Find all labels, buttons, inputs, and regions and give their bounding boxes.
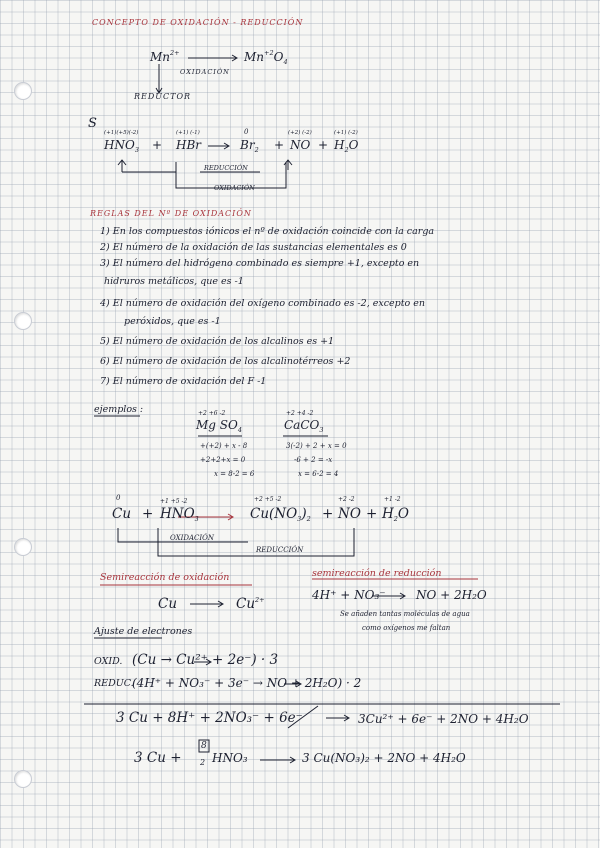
eq2-ox-hno3: +1 +5 -2 (160, 498, 188, 505)
semi-ox-right (236, 596, 265, 612)
ex1-left-symbol: Mn (150, 50, 171, 64)
eq1-ox-br2: 0 (244, 128, 249, 136)
eq1-ox-hno3: (+1)(+5)(-2) (104, 130, 139, 136)
eq1-ox-no: (+2) (-2) (288, 130, 312, 136)
semi-note: Se añaden tantas moléculas de agua (340, 610, 470, 618)
ex1-left (150, 50, 180, 64)
mgso4-sub: 4 (237, 426, 242, 434)
eq2-plus-1: + (142, 506, 154, 522)
eq2-cuno-sub2: 2 (306, 515, 311, 523)
eq1-h2o-sub: 2 (344, 146, 349, 154)
caco3-text: CaCO (284, 418, 320, 432)
eq1-hno3-text: HNO (104, 138, 135, 152)
eq2-ox-h2o: +1 -2 (384, 496, 401, 503)
eq1-label-oxidacion: OXIDACIÓN (214, 184, 255, 192)
last-hno3: HNO₃ (212, 751, 248, 765)
sum-left: 3 Cu + 8H⁺ + 2NO₃⁻ + 6e⁻ (116, 710, 303, 726)
rule-line: 1) En los compuestos iónicos el nº de oxidación coincide con la carga (100, 226, 435, 237)
eq2-plus-2: + (322, 506, 334, 522)
mgso4-calc: +(+2) + x - 8 (200, 442, 248, 450)
caco3 (284, 418, 324, 432)
eq2-h2o-o: O (397, 506, 409, 522)
semi-ox-right-sup: 2+ (255, 596, 265, 604)
ex1-right-symbol: Mn (244, 50, 265, 64)
eq2-ox-no: +2 -2 (338, 496, 355, 503)
caco3-calc: 3(-2) + 2 + x = 0 (286, 442, 347, 450)
semi-ox-right-text: Cu (236, 596, 256, 612)
examples-label: ejemplos : (94, 404, 144, 415)
eq2-h2o-h: H (382, 506, 394, 522)
rule-line: 4) El número de oxidación del oxígeno combinado es -2, excepto en (100, 298, 426, 309)
rule-line: 7) El número de oxidación del F -1 (100, 376, 267, 387)
last-left: 3 Cu + (134, 750, 182, 766)
caco3-calc: -6 + 2 = -x (294, 456, 333, 464)
ex1-label-oxidacion: OXIDACIÓN (180, 68, 230, 76)
eq1-ox-h2o: (+1) (-2) (334, 130, 358, 136)
ex1-right (244, 50, 288, 64)
rule-line: 5) El número de oxidación de los alcalinos es +1 (100, 336, 335, 347)
eq2-label-reduccion: REDUCCIÓN (256, 546, 304, 554)
rule-line: peróxidos, que es -1 (124, 316, 221, 327)
semi-red-left: 4H⁺ + NO₃⁻ (312, 588, 386, 602)
last-box: 8 (201, 741, 207, 751)
eq2-cuno (250, 506, 311, 522)
semi-ox-left: Cu (158, 596, 178, 612)
eq1-hno3 (104, 138, 139, 152)
eq2-ox-cuno: +2 +5 -2 (254, 496, 282, 503)
eq1-plus-3: + (318, 138, 329, 152)
eq1-no: NO (290, 138, 311, 152)
semi-red-title: semireacción de reducción (312, 568, 442, 579)
eq2-plus-3: + (366, 506, 378, 522)
eq1-label-reduccion: REDUCCIÓN (204, 164, 248, 172)
eq2-cu: Cu (112, 506, 132, 522)
eq1-h2o-o: O (348, 138, 359, 152)
mgso4-calc: x = 8-2 = 6 (214, 470, 255, 478)
binder-hole (14, 538, 32, 556)
eq2-h2o (382, 506, 409, 522)
eq1-br2 (240, 138, 259, 152)
eq2-hno3 (160, 506, 199, 522)
eq2-h2o-sub: 2 (393, 515, 398, 523)
semi-red-right: NO + 2H₂O (416, 588, 487, 602)
eq2-no: NO (338, 506, 361, 522)
ex1-right-tail-sub: 4 (283, 58, 288, 66)
binder-hole (14, 312, 32, 330)
rules-title: REGLAS DEL Nº DE OXIDACIÓN (90, 209, 252, 218)
ajuste-label: Ajuste de electrones (94, 626, 193, 637)
eq2-cuno-text: Cu(NO (250, 506, 298, 522)
ex1-right-tail: O (273, 50, 284, 64)
mgso4-ox: +2 +6 -2 (198, 410, 226, 417)
eq2-cuno-sub: 3 (297, 515, 302, 523)
eq1-hbr: HBr (176, 138, 202, 152)
last-right: 3 Cu(NO₃)₂ + 2NO + 4H₂O (302, 751, 466, 765)
eq2-hno3-text: HNO (160, 506, 195, 522)
last-frac: 2 (200, 758, 206, 767)
caco3-sub: 3 (319, 426, 324, 434)
binder-hole (14, 770, 32, 788)
eq2-hno3-sub: 3 (194, 515, 199, 523)
eq1-br2-text: Br (240, 138, 255, 152)
eq1-hno3-sub: 3 (134, 146, 139, 154)
ex1-left-ox: 2+ (170, 49, 180, 57)
mgso4-calc: +2+2+x = 0 (200, 456, 246, 464)
mgso4 (196, 418, 242, 432)
eq1-h2o (334, 138, 358, 152)
rule-line: hidruros metálicos, que es -1 (104, 276, 244, 287)
eq1-br2-sub: 2 (254, 146, 259, 154)
reduc-eq: (4H⁺ + NO₃⁻ + 3e⁻ → NO + 2H₂O) · 2 (132, 676, 362, 690)
eq2-cuno-close: ) (301, 506, 307, 522)
sum-right: 3Cu²⁺ + 6e⁻ + 2NO + 4H₂O (358, 712, 529, 726)
semi-note: como oxígenos me faltan (362, 624, 451, 632)
eq1-plus-1: + (152, 138, 163, 152)
caco3-calc: x = 6-2 = 4 (298, 470, 339, 478)
reduc-label: REDUC. (94, 678, 134, 689)
ex1-label-reductor: REDUCTOR (134, 92, 192, 101)
oxid-eq: (Cu → Cu²⁺ + 2e⁻) · 3 (132, 652, 279, 668)
eq1-mark: S (88, 116, 97, 131)
page-title: CONCEPTO DE OXIDACIÓN - REDUCCIÓN (92, 18, 304, 27)
mgso4-text: Mg SO (196, 418, 238, 432)
eq1-plus-2: + (274, 138, 285, 152)
caco3-ox: +2 +4 -2 (286, 410, 314, 417)
ex1-right-ox: +2 (264, 49, 274, 57)
rule-line: 3) El número del hidrógeno combinado es siempre +1, excepto en (100, 258, 420, 269)
eq2-ox-cu: 0 (116, 494, 121, 502)
rule-line: 6) El número de oxidación de los alcalinotérreos +2 (100, 356, 351, 367)
eq1-ox-hbr: (+1) (-1) (176, 130, 200, 136)
binder-hole (14, 82, 32, 100)
eq1-h2o-h: H (334, 138, 345, 152)
eq2-label-oxidacion: OXIDACIÓN (170, 534, 215, 542)
oxid-label: OXID. (94, 656, 123, 667)
rule-line: 2) El número de la oxidación de las sustancias elementales es 0 (100, 242, 407, 253)
semi-ox-title: Semireacción de oxidación (100, 572, 230, 583)
